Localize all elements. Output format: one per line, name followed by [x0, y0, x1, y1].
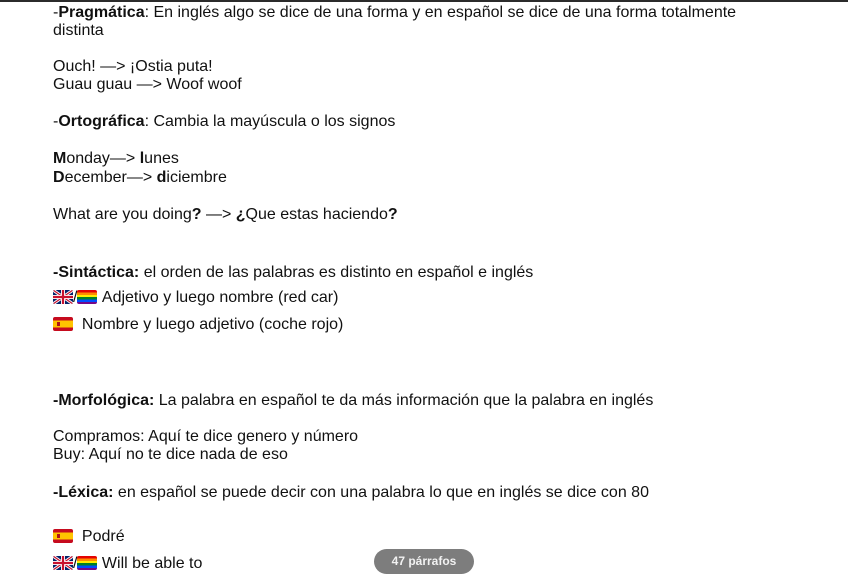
pragmatica-heading: -Pragmática: En inglés algo se dice de una forma y en español se dice de una forma totalmente: [53, 4, 737, 21]
ortografica-heading: -Ortográfica: Cambia la mayúscula o los signos: [53, 113, 396, 130]
lexica-term: -Léxica:: [53, 484, 114, 501]
uk-flag-icon: [53, 290, 73, 304]
spain-flag-icon: [53, 317, 73, 331]
sintactica-term: -Sintáctica:: [53, 264, 140, 281]
ortografica-example: Monday—> lunes: [53, 150, 179, 167]
question-example: What are you doing? —> ¿Que estas haciendo?: [53, 206, 398, 223]
lexica-item-en: / Will be able to: [53, 554, 202, 573]
pragmatica-example: Ouch! —> ¡Ostia puta!: [53, 58, 213, 75]
rainbow-flag-icon: [77, 290, 97, 304]
morfologica-example: Buy: Aquí no te dice nada de eso: [53, 446, 288, 463]
ortografica-example: December—> diciembre: [53, 169, 227, 186]
lexica-heading: -Léxica: en español se puede decir con una palabra lo que en inglés se dice con 80: [53, 484, 649, 501]
pragmatica-term: Pragmática: [58, 4, 145, 21]
slash: /: [73, 555, 78, 572]
pragmatica-example: Guau guau —> Woof woof: [53, 76, 242, 93]
morfologica-heading: -Morfológica: La palabra en español te da más información que la palabra en inglés: [53, 392, 654, 409]
rainbow-flag-icon: [77, 556, 97, 570]
uk-flag-icon: [53, 556, 73, 570]
slash: /: [73, 289, 78, 306]
sintactica-heading: -Sintáctica: el orden de las palabras es distinto en español e inglés: [53, 264, 534, 281]
sintactica-item-es: Nombre y luego adjetivo (coche rojo): [53, 315, 343, 334]
paragraph-count-badge[interactable]: 47 párrafos: [374, 549, 474, 574]
pragmatica-heading-continued: distinta: [53, 22, 104, 39]
morfologica-example: Compramos: Aquí te dice genero y número: [53, 428, 359, 445]
top-divider: [0, 0, 848, 2]
lexica-item-es: Podré: [53, 527, 125, 546]
ortografica-term: Ortográfica: [58, 113, 145, 130]
spain-flag-icon: [53, 529, 73, 543]
sintactica-item-en: / Adjetivo y luego nombre (red car): [53, 288, 338, 307]
morfologica-term: -Morfológica:: [53, 392, 155, 409]
